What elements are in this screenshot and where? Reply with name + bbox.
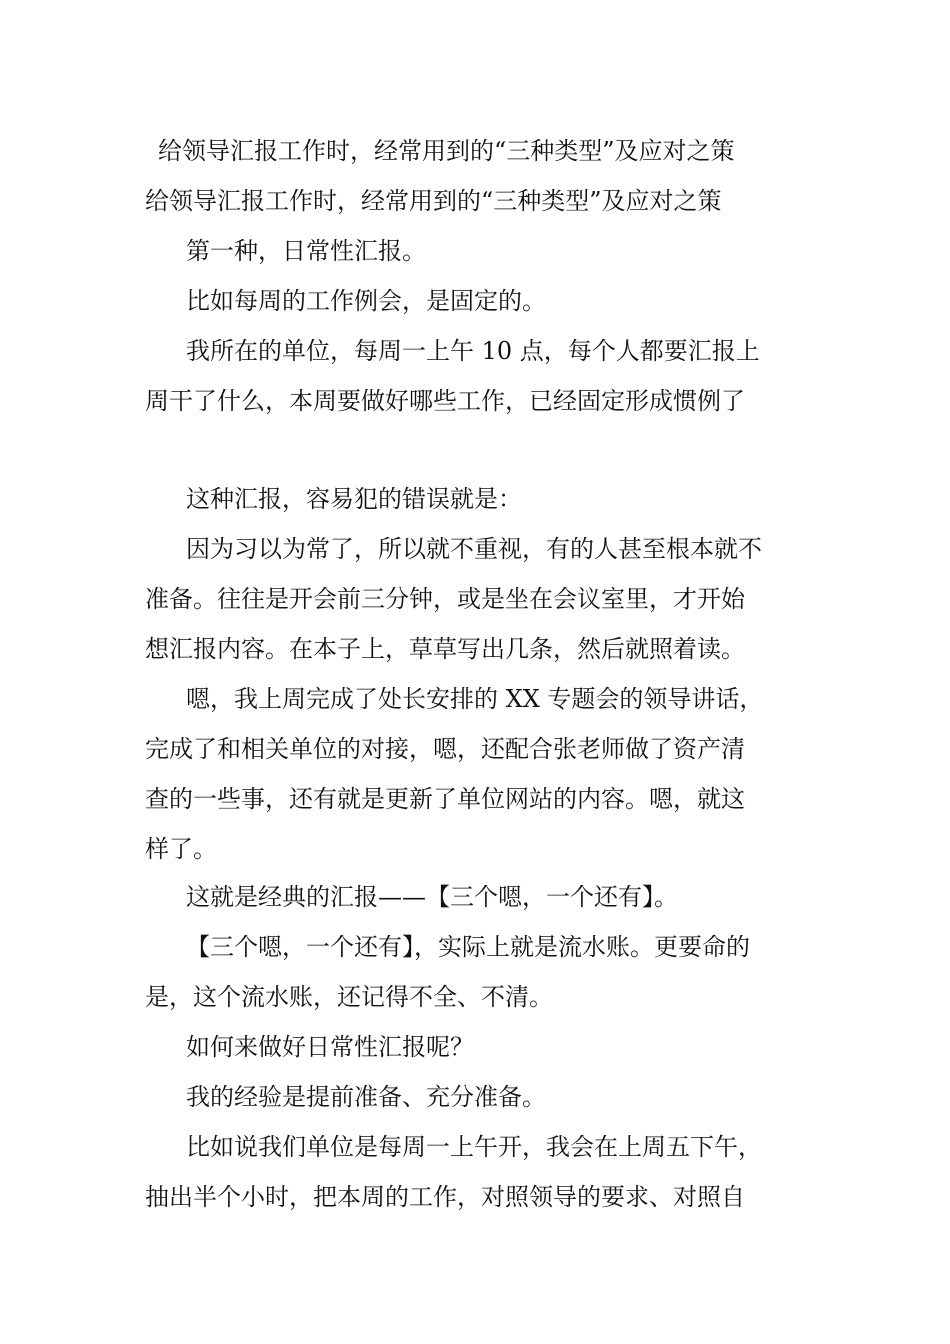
paragraph-line: 如何来做好日常性汇报呢？ [186,1033,474,1061]
paragraph-line: 第一种，日常性汇报。 [186,237,426,265]
paragraph-line: 这种汇报，容易犯的错误就是： [186,485,522,513]
paragraph-line: 样了。 [145,835,217,863]
paragraph-line: 我的经验是提前准备、充分准备。 [186,1083,546,1111]
paragraph-line: 查的一些事，还有就是更新了单位网站的内容。嗯，就这 [145,785,745,813]
paragraph-line: 周干了什么，本周要做好哪些工作，已经固定形成惯例了 [145,387,745,415]
paragraph-line: 这就是经典的汇报——【三个嗯，一个还有】。 [186,883,678,911]
paragraph-line: 准备。往往是开会前三分钟，或是坐在会议室里，才开始 [145,585,745,613]
paragraph-line: 比如说我们单位是每周一上午开，我会在上周五下午， [186,1133,762,1161]
paragraph-line: 嗯，我上周完成了处长安排的 XX 专题会的领导讲话， [186,685,764,713]
document-title: 给领导汇报工作时，经常用到的“三种类型”及应对之策 [158,137,735,165]
document-title-repeat: 给领导汇报工作时，经常用到的“三种类型”及应对之策 [145,187,722,215]
paragraph-line: 比如每周的工作例会，是固定的。 [186,287,546,315]
paragraph-line: 【三个嗯，一个还有】，实际上就是流水账。更要命的 [186,933,750,961]
paragraph-line: 我所在的单位，每周一上午 10 点，每个人都要汇报上 [186,337,760,365]
paragraph-line: 是，这个流水账，还记得不全、不清。 [145,983,553,1011]
paragraph-line: 抽出半个小时，把本周的工作，对照领导的要求、对照自 [145,1183,745,1211]
paragraph-line: 因为习以为常了，所以就不重视，有的人甚至根本就不 [186,535,762,563]
paragraph-line: 完成了和相关单位的对接，嗯，还配合张老师做了资产清 [145,735,745,763]
paragraph-line: 想汇报内容。在本子上，草草写出几条，然后就照着读。 [145,635,745,663]
